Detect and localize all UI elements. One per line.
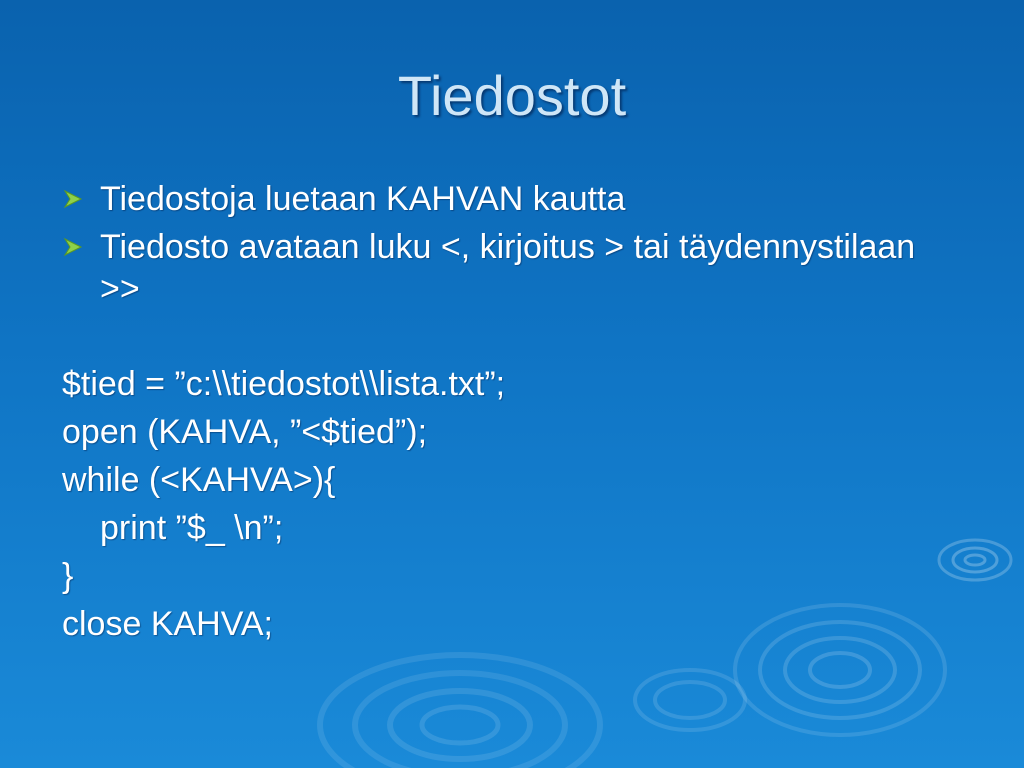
bullet-text: Tiedostoja luetaan KAHVAN kautta xyxy=(100,180,626,218)
arrowhead-bullet-icon xyxy=(62,178,86,220)
code-line: print ”$_ \n”; xyxy=(100,509,284,547)
code-line: while (<KAHVA>){ xyxy=(62,461,336,499)
code-line: open (KAHVA, ”<$tied”); xyxy=(62,413,428,451)
arrowhead-bullet-icon xyxy=(62,226,86,268)
bullet-list xyxy=(62,178,962,316)
bullet-item xyxy=(62,178,962,220)
code-line: } xyxy=(62,557,74,595)
code-line: $tied = ”c:\\tiedostot\\lista.txt”; xyxy=(62,365,506,403)
slide-title: Tiedostot xyxy=(397,64,627,127)
code-block xyxy=(62,360,962,648)
code-line: close KAHVA; xyxy=(62,605,274,643)
bullet-text: Tiedosto avataan luku <, kirjoitus > tai täydennystilaan >> xyxy=(100,228,916,308)
bullet-item xyxy=(62,226,962,310)
